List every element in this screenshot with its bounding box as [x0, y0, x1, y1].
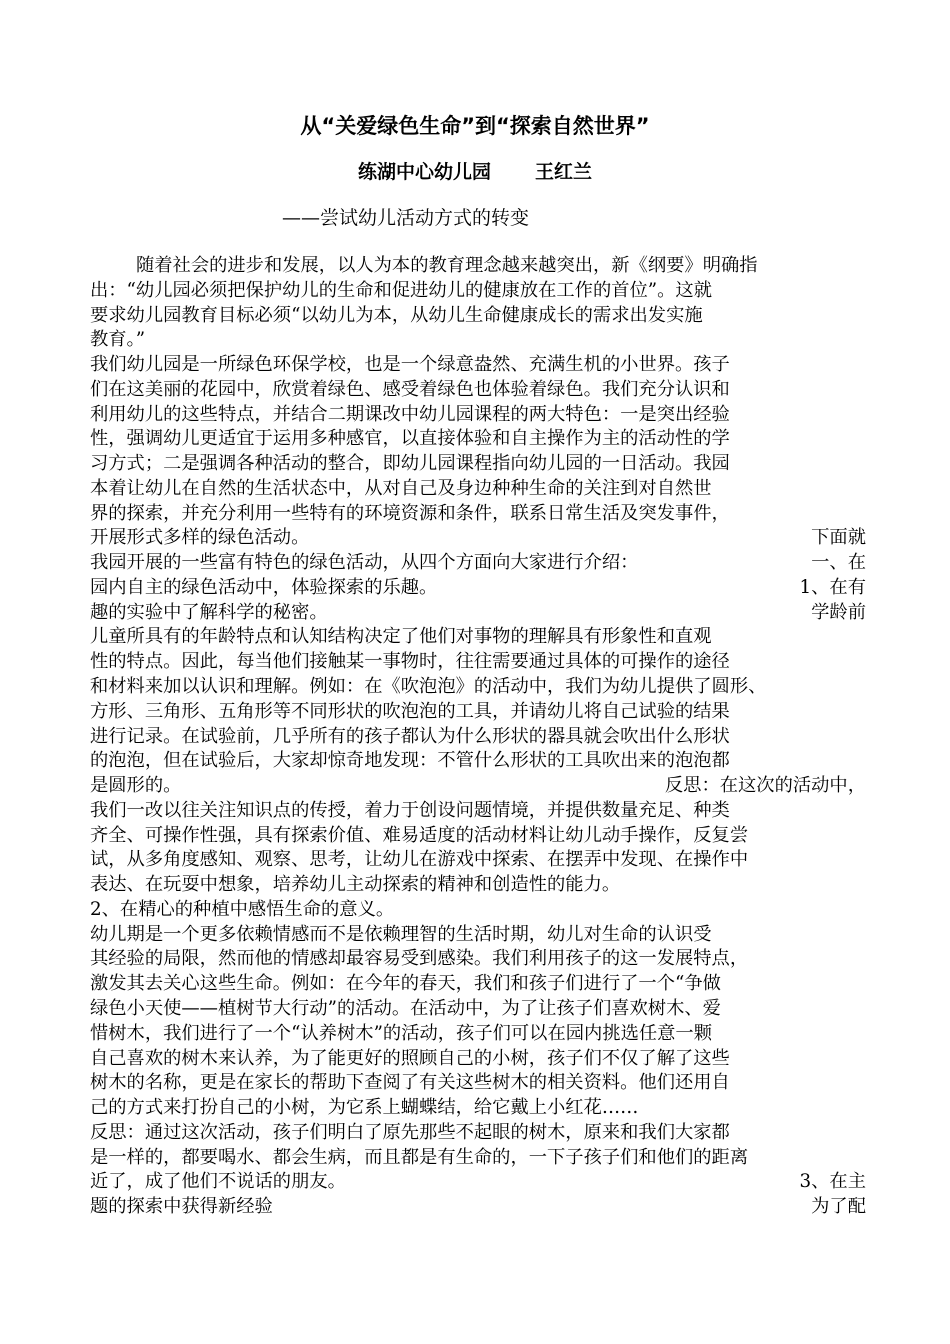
body-line-text: 是圆形的。 [90, 775, 182, 797]
body-line-text: 开展形式多样的绿色活动。 [90, 527, 310, 549]
body-line-text: 学龄前 [811, 601, 866, 623]
body-line [90, 824, 866, 849]
body-line [90, 650, 866, 675]
body-line [90, 551, 866, 576]
body-line-text: 自己喜欢的树木来认养，为了能更好的照顾自己的小树，孩子们不仅了解了这些 [90, 1047, 730, 1069]
body-line [90, 576, 866, 601]
body-line-text: 3、在主 [799, 1171, 866, 1193]
body-line-text: 是一样的，都要喝水、都会生病，而且都是有生命的，一下子孩子们和他们的距离 [90, 1146, 749, 1168]
body-line-text: 界的探索，并充分利用一些特有的环境资源和条件，联系日常生活及突发事件， [90, 502, 730, 524]
body-line [90, 848, 866, 873]
body-line-text: 试，从多角度感知、观察、思考，让幼儿在游戏中探索、在摆弄中发现、在操作中 [90, 849, 749, 871]
body-line-text: 绿色小天使——植树节大行动”的活动。在活动中，为了让孩子们喜欢树木、爱 [90, 997, 721, 1019]
body-line [90, 749, 866, 774]
document-title: 从“关爱绿色生命”到“探索自然世界” [300, 114, 650, 138]
body-line [90, 1146, 866, 1171]
body-line [90, 972, 866, 997]
body-line-text: 2、在精心的种植中感悟生命的意义。 [90, 898, 395, 920]
body-line [90, 601, 866, 626]
body-line-text: 性的特点。因此，每当他们接触某一事物时，往往需要通过具体的可操作的途径 [90, 651, 730, 673]
body-line [90, 526, 866, 551]
body-line-text: 进行记录。在试验前，几乎所有的孩子都认为什么形状的器具就会吹出什么形状 [90, 725, 730, 747]
body-line [90, 873, 866, 898]
body-line-text: 近了，成了他们不说话的朋友。 [90, 1171, 346, 1193]
body-line-text: 和材料来加以认识和理解。例如：在《吹泡泡》的活动中，我们为幼儿提供了圆形、 [90, 676, 767, 698]
body-line [90, 774, 866, 799]
body-line [90, 898, 866, 923]
body-line [90, 279, 866, 304]
body-line [90, 403, 866, 428]
body-line-text: 我们幼儿园是一所绿色环保学校，也是一个绿意盎然、充满生机的小世界。孩子 [90, 354, 730, 376]
body-line-text: 一、在 [811, 552, 866, 574]
body-line [90, 328, 866, 353]
body-line-text: 利用幼儿的这些特点，并结合二期课改中幼儿园课程的两大特色：一是突出经验 [90, 403, 730, 425]
body-line [90, 1096, 866, 1121]
body-line-text: 1、在有 [799, 576, 866, 598]
body-line-text: 教育。” [90, 329, 146, 351]
body-line-text: 题的探索中获得新经验 [90, 1196, 273, 1218]
body-line-text: 为了配 [811, 1196, 866, 1218]
body-line [90, 675, 866, 700]
body-line [90, 304, 866, 329]
author-org: 练湖中心幼儿园 [357, 161, 491, 183]
body-line-text: 趣的实验中了解科学的秘密。 [90, 601, 328, 623]
body-line [90, 353, 866, 378]
body-line [90, 1121, 866, 1146]
body-line [90, 452, 866, 477]
body-line-text: 激发其去关心这些生命。例如：在今年的春天，我们和孩子们进行了一个“争做 [90, 973, 721, 995]
body-line [90, 1071, 866, 1096]
body-line-text: 随着社会的进步和发展，以人为本的教育理念越来越突出，新《纲要》明确指 [136, 255, 758, 276]
body-line-text: 园内自主的绿色活动中，体验探索的乐趣。 [90, 576, 438, 598]
body-line-text: 的泡泡，但在试验后，大家却惊奇地发现：不管什么形状的工具吹出来的泡泡都 [90, 750, 730, 772]
body-line [90, 700, 866, 725]
body-line [90, 1047, 866, 1072]
body-line [90, 799, 866, 824]
body-line-text: 我园开展的一些富有特色的绿色活动，从四个方面向大家进行介绍： [90, 552, 639, 574]
body-line-text: 方形、三角形、五角形等不同形状的吹泡泡的工具，并请幼儿将自己试验的结果 [90, 700, 730, 722]
author-byline [0, 156, 950, 188]
body-line-text: 幼儿期是一个更多依赖情感而不是依赖理智的生活时期，幼儿对生命的认识受 [90, 923, 712, 945]
body-line [90, 625, 866, 650]
document-subtitle: ——尝试幼儿活动方式的转变 [282, 207, 530, 229]
body-line-text: 我们一改以往关注知识点的传授，着力于创设问题情境，并提供数量充足、种类 [90, 799, 730, 821]
body-line [90, 1195, 866, 1220]
body-line [90, 923, 866, 948]
body-line [90, 502, 866, 527]
body-line-text: 反思：在这次的活动中， [664, 775, 866, 797]
body-line [90, 947, 866, 972]
body-line-text: 要求幼儿园教育目标必须“以幼儿为本，从幼儿生命健康成长的需求出发实施 [90, 304, 703, 326]
body-line-text: 惜树木，我们进行了一个“认养树木”的活动，孩子们可以在园内挑选任意一颗 [90, 1022, 712, 1044]
body-line [90, 427, 866, 452]
body-line [90, 378, 866, 403]
body-line-text: 树木的名称，更是在家长的帮助下查阅了有关这些树木的相关资料。他们还用自 [90, 1072, 730, 1094]
body-line [90, 997, 866, 1022]
body-line-text: 本着让幼儿在自然的生活状态中，从对自己及身边种种生命的关注到对自然世 [90, 477, 712, 499]
author-name: 王红兰 [535, 161, 593, 183]
body-line-text: 儿童所具有的年龄特点和认知结构决定了他们对事物的理解具有形象性和直观 [90, 626, 712, 648]
body-line [90, 1170, 866, 1195]
body-line-text: 己的方式来打扮自己的小树，为它系上蝴蝶结，给它戴上小红花…… [90, 1097, 639, 1119]
body-line-text: 其经验的局限，然而他的情感却最容易受到感染。我们利用孩子的这一发展特点， [90, 948, 749, 970]
body-line-text: 齐全、可操作性强，具有探索价值、难易适度的活动材料让幼儿动手操作，反复尝 [90, 824, 749, 846]
body-line-text: 下面就 [811, 527, 866, 549]
body-line [90, 477, 866, 502]
body-line [90, 1022, 866, 1047]
body-line-text: 出：“幼儿园必须把保护幼儿的生命和促进幼儿的健康放在工作的首位”。这就 [90, 279, 712, 301]
body-line-text: 反思：通过这次活动，孩子们明白了原先那些不起眼的树木，原来和我们大家都 [90, 1121, 730, 1143]
body-line-text: 习方式；二是强调各种活动的整合，即幼儿园课程指向幼儿园的一日活动。我园 [90, 453, 730, 475]
body-line [90, 725, 866, 750]
body-text [90, 254, 866, 1220]
body-line [90, 254, 866, 279]
body-line-text: 性，强调幼儿更适宜于运用多种感官，以直接体验和自主操作为主的活动性的学 [90, 428, 730, 450]
body-line-text: 们在这美丽的花园中，欣赏着绿色、感受着绿色也体验着绿色。我们充分认识和 [90, 378, 730, 400]
body-line-text: 表达、在玩耍中想象，培养幼儿主动探索的精神和创造性的能力。 [90, 874, 621, 896]
